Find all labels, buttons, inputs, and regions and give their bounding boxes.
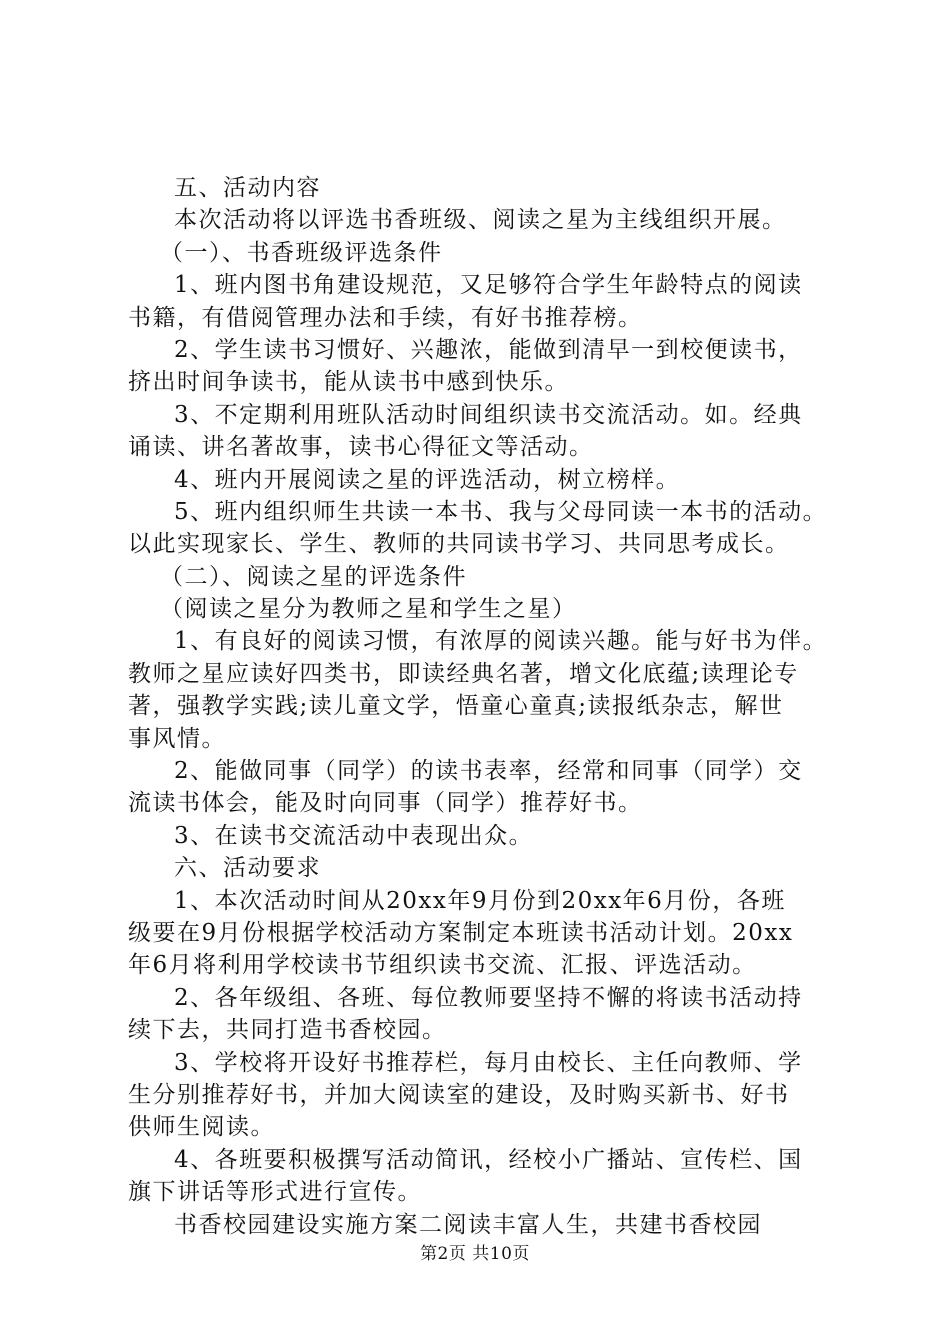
paragraph-line: 以此实现家长、学生、教师的共同读书学习、共同思考成长。 xyxy=(128,531,790,558)
paragraph-line: 2、学生读书习惯好、兴趣浓，能做到清早一到校便读书， xyxy=(174,336,803,363)
paragraph-line: 4、各班要积极撰写活动简讯，经校小广播站、宣传栏、国 xyxy=(174,1146,803,1173)
paragraph-line: 本次活动将以评选书香班级、阅读之星为主线组织开展。 xyxy=(174,207,787,234)
paragraph-line: 旗下讲话等形式进行宣传。 xyxy=(128,1179,422,1206)
paragraph-line: 事风情。 xyxy=(128,725,226,752)
document-body xyxy=(128,172,828,1241)
paragraph-line: 书籍，有借阅管理办法和手续，有好书推荐榜。 xyxy=(128,304,643,331)
paragraph-line: 1、本次活动时间从20xx年9月份到20xx年6月份，各班 xyxy=(174,887,786,914)
paragraph-line: 2、各年级组、各班、每位教师要坚持不懈的将读书活动持 xyxy=(174,984,803,1011)
paragraph-line: 3、在读书交流活动中表现出众。 xyxy=(174,822,534,849)
paragraph-line: 3、不定期利用班队活动时间组织读书交流活动。如。经典 xyxy=(174,401,803,428)
paragraph-line: 级要在9月份根据学校活动方案制定本班读书活动计划。20xx xyxy=(128,919,794,946)
page-number-footer: 第2页 共10页 xyxy=(420,1244,530,1264)
paragraph-line: 生分别推荐好书，并加大阅读室的建设，及时购买新书、好书 xyxy=(128,1081,790,1108)
paragraph-line: 年6月将利用学校读书节组织读书交流、汇报、评选活动。 xyxy=(128,952,757,979)
paragraph-line: 供师生阅读。 xyxy=(128,1114,275,1141)
paragraph-line: 3、学校将开设好书推荐栏，每月由校长、主任向教师、学 xyxy=(174,1049,803,1076)
paragraph-line: 1、有良好的阅读习惯，有浓厚的阅读兴趣。能与好书为伴。 xyxy=(174,628,828,655)
paragraph-line: 诵读、讲名著故事，读书心得征文等活动。 xyxy=(128,434,594,461)
paragraph-line: 2、能做同事（同学）的读书表率，经常和同事（同学）交 xyxy=(174,758,803,785)
paragraph-line: 著，强教学实践;读儿童文学，悟童心童真;读报纸杂志，解世 xyxy=(128,693,784,720)
subsection-heading: （一）、书香班级评选条件 xyxy=(160,239,443,266)
paragraph-line: 续下去，共同打造书香校园。 xyxy=(128,1017,447,1044)
paragraph-line: （阅读之星分为教师之星和学生之星） xyxy=(160,596,577,623)
paragraph-line: 流读书体会，能及时向同事（同学）推荐好书。 xyxy=(128,790,643,817)
paragraph-line: 教师之星应读好四类书，即读经典名著，增文化底蕴;读理论专 xyxy=(128,660,799,687)
paragraph-line: 1、班内图书角建设规范，又足够符合学生年龄特点的阅读 xyxy=(174,272,803,299)
paragraph-line: 书香校园建设实施方案二阅读丰富人生，共建书香校园 xyxy=(174,1211,762,1238)
paragraph-line: 4、班内开展阅读之星的评选活动，树立榜样。 xyxy=(174,466,681,493)
section-heading: 五、活动内容 xyxy=(174,175,321,201)
section-heading: 六、活动要求 xyxy=(174,855,321,882)
subsection-heading: （二）、阅读之星的评选条件 xyxy=(160,563,467,590)
paragraph-line: 5、班内组织师生共读一本书、我与父母同读一本书的活动。 xyxy=(174,498,828,525)
paragraph-line: 挤出时间争读书，能从读书中感到快乐。 xyxy=(128,369,569,396)
